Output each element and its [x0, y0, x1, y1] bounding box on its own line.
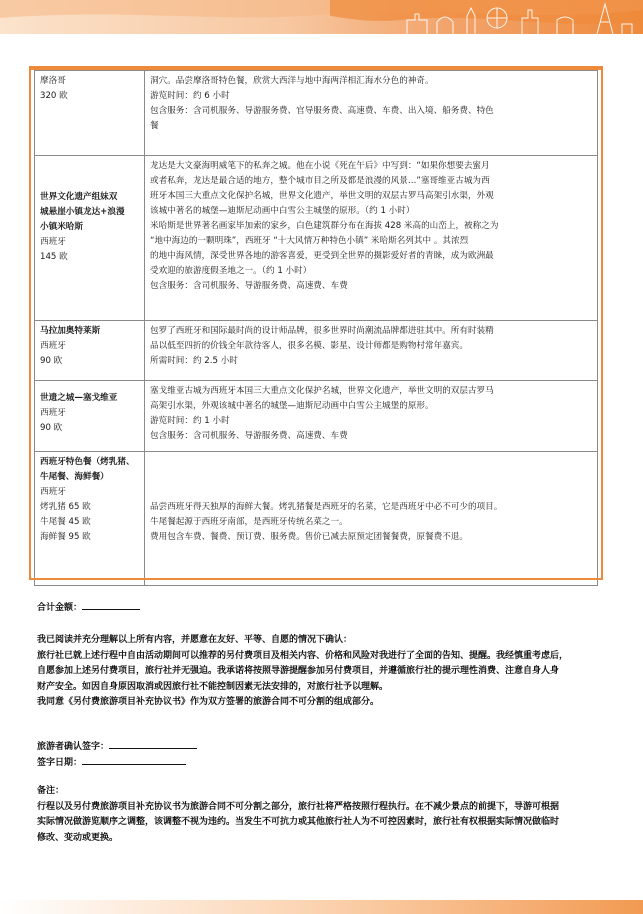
remarks-title: 备注：: [37, 786, 65, 796]
desc-line: 受欢迎的旅游度假圣地之一。（约 1 小时）: [150, 266, 312, 276]
item-name-cell: [35, 71, 145, 156]
confirm-line: 自愿参加上述另付费项目，旅行社并无强迫。我承诺将按照导游提醒参加另付费项目，并遵循旅行社的提示理性消费、注意自身人身: [37, 666, 560, 676]
desc-line: 包含服务：含司机服务、导游服务费、官导服务费、高速费、车费、出入境、船务费、特色: [150, 106, 494, 116]
confirm-line: 旅行社已就上述行程中自由活动期间可以推荐的另付费项目及相关内容、价格和风险对我进行了全面的告知、提醒。我经慎重考虑后，: [37, 650, 569, 661]
desc-line: 该城中著名的城堡—迪斯尼动画中白雪公主城堡的原形。（约 1 小时）: [150, 206, 415, 216]
item-price: 90 欧: [40, 423, 63, 433]
item-name-cell: [35, 156, 145, 321]
table-row: [35, 452, 598, 586]
remarks-section: [37, 784, 612, 846]
item-name: 西班牙特色餐（烤乳猪、: [40, 457, 135, 467]
confirm-line: 我同意《另付费旅游项目补充协议书》作为双方签署的旅游合同不可分割的组成部分。: [37, 697, 380, 707]
desc-line: 品以低至四折的价钱全年款待客人，很多名模、影星、设计师都是购物村常年嘉宾。: [150, 341, 468, 351]
item-desc-cell: [145, 71, 598, 156]
date-blank[interactable]: [82, 753, 186, 765]
desc-line: 的地中海风情，深受世界各地的游客喜爱，更受到全世界的摄影爱好者的青睐，成为欧洲最: [150, 251, 494, 261]
item-price: 牛尾餐 45 欧: [40, 517, 91, 527]
item-country: 西班牙: [40, 237, 66, 247]
desc-line: 包含服务：含司机服务、导游服务费、高速费、车费: [150, 281, 348, 291]
remarks-line: 行程以及另付费旅游项目补充协议书为旅游合同不可分割之部分，旅行社将严格按照行程执行。在不减少景点的前提下，导游可根据: [37, 801, 560, 812]
desc-line: 米哈斯是世界著名画家毕加索的家乡，白色建筑群分布在海拔 428 米高的山峦上，被称之为: [150, 221, 499, 231]
desc-line: 龙达是大文豪海明威笔下的私奔之城。他在小说《死在午后》中写到：“如果你想要去蜜月: [150, 161, 490, 171]
total-amount: [37, 598, 140, 617]
desc-line: 班牙本国三大重点文化保护名城，世界文化遗产，举世文明的双层古罗马高架引水渠，外观: [150, 191, 494, 201]
item-price: 海鲜餐 95 欧: [40, 532, 91, 542]
item-price: 145 欧: [40, 252, 68, 262]
item-price: 90 欧: [40, 356, 63, 366]
item-name-cell: [35, 321, 145, 381]
item-name-cell: [35, 381, 145, 452]
item-country: 西班牙: [40, 408, 66, 418]
optional-tours-table: [34, 70, 598, 586]
date-label: 签字日期：: [37, 758, 83, 768]
confirmation-statement: [37, 633, 612, 711]
item-name-cell: [35, 452, 145, 586]
landmark-skyline-icon: [397, 0, 637, 34]
item-price: 烤乳猪 65 欧: [40, 502, 91, 512]
header-decoration-band: [0, 0, 643, 34]
desc-line: 所需时间：约 2.5 小时: [150, 356, 238, 366]
desc-line: 品尝西班牙得天独厚的海鲜大餐。烤乳猪餐是西班牙的名菜，它是西班牙中必不可少的项目。: [150, 502, 503, 512]
item-price: 320 欧: [40, 91, 68, 101]
total-amount-blank[interactable]: [82, 598, 140, 610]
desc-line: 洞穴。品尝摩洛哥特色餐，欣赏大西洋与地中海两洋相汇海水分色的神奇。: [150, 76, 434, 86]
desc-line: 包罗了西班牙和国际最时尚的设计师品牌，很多世界时尚潮流品牌都进驻其中。所有时装精: [150, 326, 494, 336]
desc-line: 塞戈维亚古城为西班牙本国三大重点文化保护名城，世界文化遗产，举世文明的双层古罗马: [150, 386, 494, 396]
total-label: 合计金额：: [37, 603, 83, 613]
desc-line: 包含服务：含司机服务、导游服务费、高速费、车费: [150, 431, 348, 441]
item-country: 西班牙: [40, 341, 66, 351]
remarks-line: 修改、变动或更换。: [37, 832, 119, 843]
desc-line: 游览时间：约 1 小时: [150, 416, 230, 426]
desc-line: 高架引水渠，外观该城中著名的城堡—迪斯尼动画中白雪公主城堡的原形。: [150, 401, 434, 411]
desc-line: “地中海边的一颗明珠”，西班牙 “十大风情万种特色小镇” 米哈斯名列其中 。其浓烈: [150, 236, 469, 246]
confirm-line: 我已阅读并充分理解以上所有内容，并愿意在友好、平等、自愿的情况下确认：: [37, 635, 353, 645]
item-desc-cell: [145, 452, 598, 586]
table-frame-bottom: [29, 578, 603, 580]
remarks-line: 实际情况做游览顺序之调整，该调整不视为违约。当发生不可抗力或其他旅行社人为不可控因素时，旅行社有权根据实际情况做临时: [37, 817, 560, 827]
signature-blank[interactable]: [109, 737, 197, 749]
desc-line: 或者私奔，龙达是最合适的地方，整个城市目之所及都是浪漫的风景…”塞哥维亚古城为西: [150, 176, 490, 186]
desc-line: 游览时间：约 6 小时: [150, 91, 230, 101]
item-name: 牛尾餐、海鲜餐）: [40, 472, 109, 482]
item-name: 世遗之城—塞戈维亚: [40, 393, 118, 403]
item-country: 西班牙: [40, 487, 66, 497]
item-desc-cell: [145, 381, 598, 452]
table-row: [35, 381, 598, 452]
table-row: [35, 71, 598, 156]
desc-line: 费用包含车费、餐费、预订费、服务费。售价已减去原预定团餐餐费，原餐费不退。: [150, 532, 468, 542]
signature-label: 旅游者确认签字：: [37, 742, 110, 752]
item-name: 摩洛哥: [40, 76, 66, 86]
confirm-line: 财产安全。如因自身原因取消或因旅行社不能控制因素无法安排的，对旅行社予以理解。: [37, 681, 389, 692]
item-desc-cell: [145, 156, 598, 321]
footer-decoration-band: [0, 900, 643, 914]
item-name: 城悬崖小镇龙达+浪漫: [40, 207, 125, 217]
table-row: [35, 156, 598, 321]
item-desc-cell: [145, 321, 598, 381]
item-name: 世界文化遗产组妹双: [40, 192, 118, 202]
table-row: [35, 321, 598, 381]
item-name: 小镇米哈斯: [40, 222, 83, 232]
item-name: 马拉加奥特莱斯: [40, 326, 101, 336]
date-line: [37, 753, 186, 772]
desc-line: 餐: [150, 121, 159, 131]
desc-line: 牛尾餐起源于西班牙南部，是西班牙传统名菜之一。: [150, 517, 348, 527]
